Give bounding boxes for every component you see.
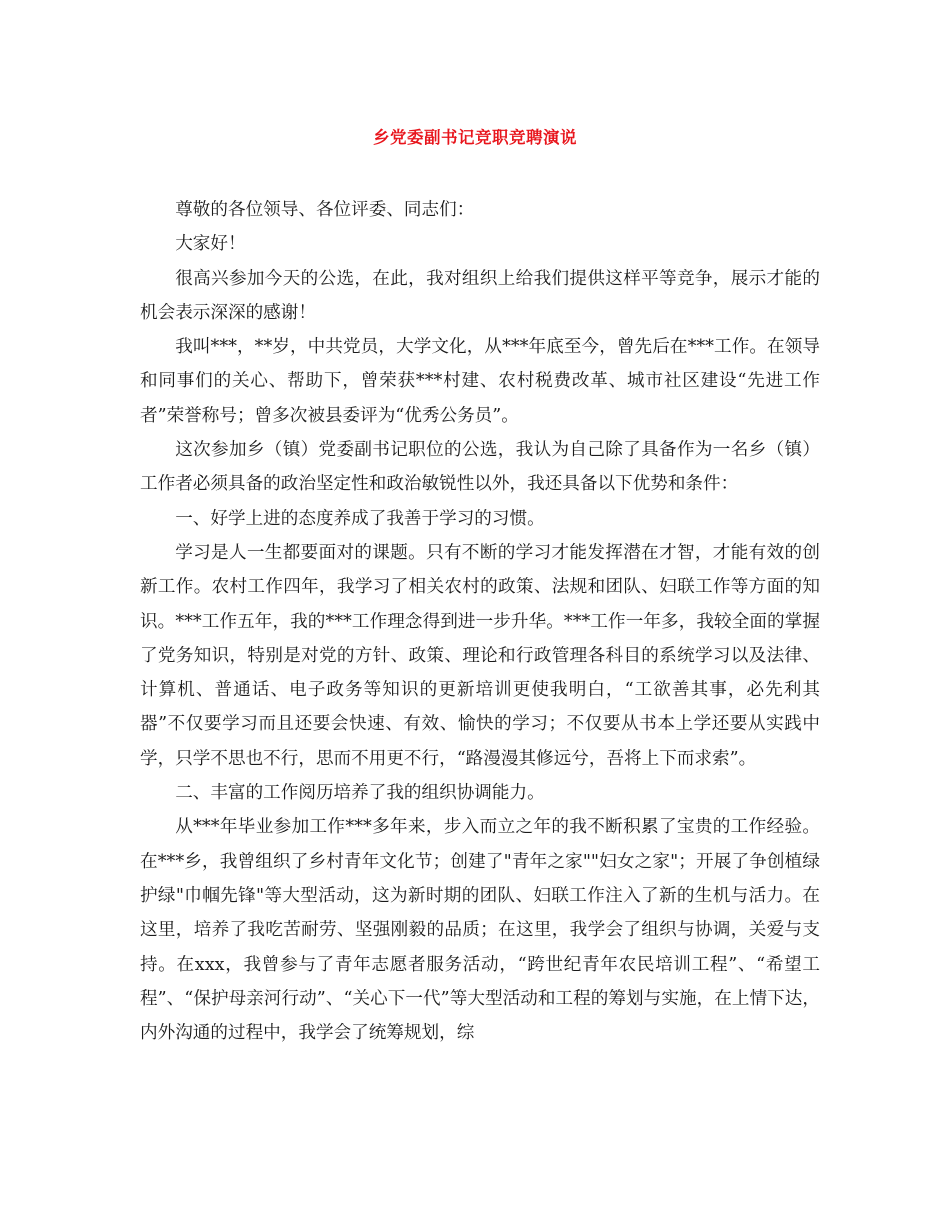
- paragraph-learning: 学习是人一生都要面对的课题。只有不断的学习才能发挥潜在才智，才能有效的创新工作。农村工作四年，我学习了相关农村的政策、法规和团队、妇联工作等方面的知识。***工作五年，我的***工作理念得到进一步升华。***工作一年多，我较全面的掌握了党务知识，特别是对党的方针、政策、理论和行政管理各科目的系统学习以及法律、计算机、普通话、电子政务等知识的更新培训更使我明白，“工欲善其事，必先利其器”不仅要学习而且还要会快速、有效、愉快的学习；不仅要从书本上学还要从实践中学，只学不思也不行，思而不用更不行，“路漫漫其修远兮，吾将上下而求索”。: [140, 542, 820, 769]
- heading-point-one: 一、好学上进的态度养成了我善于学习的习惯。: [175, 508, 545, 529]
- document-body: [140, 193, 820, 1050]
- paragraph-self-introduction: 我叫***，**岁，中共党员，大学文化，从***年底至今，曾先后在***工作。在领导和同事们的关心、帮助下，曾荣获***村建、农村税费改革、城市社区建设“先进工作者”荣誉称号；曾多次被县委评为“优秀公务员”。: [140, 337, 820, 426]
- paragraph-thanks: 很高兴参加今天的公选，在此，我对组织上给我们提供这样平等竞争，展示才能的机会表示深深的感谢！: [140, 268, 820, 323]
- heading-point-two: 二、丰富的工作阅历培养了我的组织协调能力。: [175, 783, 545, 804]
- paragraph-experience: 从***年毕业参加工作***多年来，步入而立之年的我不断积累了宝贵的工作经验。在***乡，我曾组织了乡村青年文化节；创建了"青年之家""妇女之家"；开展了争创植绿护绿"巾帼先锋"等大型活动，这为新时期的团队、妇联工作注入了新的生机与活力。在这里，培养了我吃苦耐劳、坚强刚毅的品质；在这里，我学会了组织与协调，关爱与支持。在xxx，我曾参与了青年志愿者服务活动，“跨世纪青年农民培训工程”、“希望工程”、“保护母亲河行动”、“关心下一代”等大型活动和工程的筹划与实施，在上情下达，内外沟通的过程中，我学会了统筹规划，综: [140, 817, 820, 1044]
- paragraph-greeting: 大家好！: [175, 234, 246, 255]
- paragraph-salutation: 尊敬的各位领导、各位评委、同志们：: [175, 200, 475, 220]
- document-title: 乡党委副书记竞职竞聘演说: [373, 128, 577, 147]
- paragraph-qualifications-intro: 这次参加乡（镇）党委副书记职位的公选，我认为自己除了具备作为一名乡（镇）工作者必须具备的政治坚定性和政治敏锐性以外，我还具备以下优势和条件：: [140, 440, 820, 495]
